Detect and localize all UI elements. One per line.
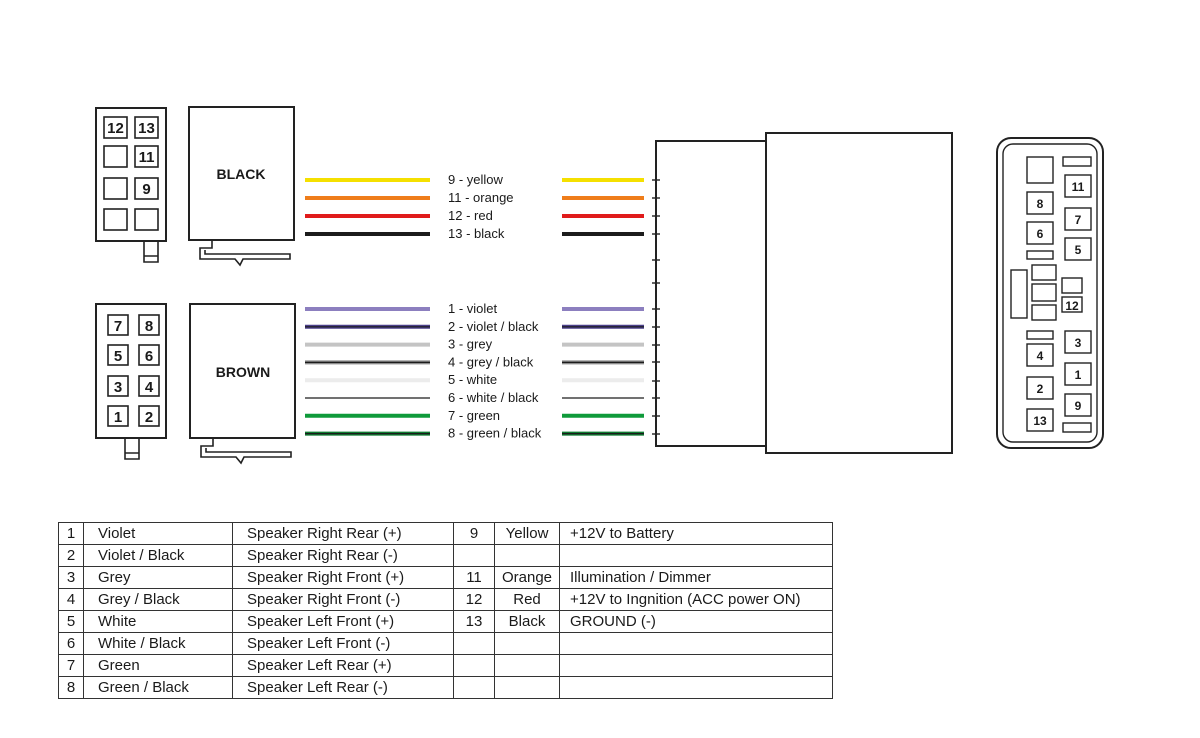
table-row [59,545,833,567]
brown-wire-5 [305,372,644,387]
table-cell-function: Speaker Right Rear (-) [233,545,454,567]
hu-pin-6: 6 [1036,227,1044,241]
table-cell-function-2 [560,633,833,655]
table-cell-pin-2: 12 [454,589,495,611]
hu-pin-4: 4 [1036,349,1044,363]
table-cell-function-2 [560,655,833,677]
hu-pin-11: 11 [1071,180,1085,194]
brown-pin-6: 6 [144,348,154,365]
brown-wire-label-2: 2 - violet / black [448,318,539,334]
table-cell-pin: 5 [59,611,84,633]
brown-wire-1 [305,301,644,316]
hu-pin-12: 12 [1065,299,1079,313]
table-cell-function-2: Illumination / Dimmer [560,567,833,589]
hu-pin-7: 7 [1074,213,1082,227]
brown-wire-label-8: 8 - green / black [448,425,542,441]
table-cell-function: Speaker Right Front (-) [233,589,454,611]
black-connector-label: BLACK [216,166,266,182]
head-unit-connector [997,138,1103,448]
table-cell-color: White / Black [84,633,233,655]
black-wire-3 [305,208,644,223]
brown-wire-label-3: 3 - grey [448,336,493,352]
black-pin-13: 13 [138,120,155,137]
black-pin-9: 9 [142,181,151,198]
table-row [59,655,833,677]
table-cell-color-2: Yellow [495,523,560,545]
table-cell-color: Green / Black [84,677,233,699]
table-cell-color-2 [495,677,560,699]
black-wire-label-3: 12 - red [448,208,493,223]
hu-pin-3: 3 [1074,336,1082,350]
table-cell-function: Speaker Right Rear (+) [233,523,454,545]
table-cell-color: Green [84,655,233,677]
brown-pin-2: 2 [144,409,154,426]
table-cell-color: Grey [84,567,233,589]
table-cell-function: Speaker Right Front (+) [233,567,454,589]
brown-wire-label-4: 4 - grey / black [448,354,534,370]
table-row [59,589,833,611]
table-cell-pin: 4 [59,589,84,611]
brown-wire-label-1: 1 - violet [448,301,498,316]
table-cell-pin-2: 13 [454,611,495,633]
brown-wire-3 [305,337,644,352]
table-cell-pin-2: 11 [454,567,495,589]
brown-connector-face [96,304,166,459]
table-cell-function-2 [560,677,833,699]
black-wire-label-1: 9 - yellow [448,172,503,187]
table-cell-function: Speaker Left Rear (+) [233,655,454,677]
table-cell-color-2 [495,633,560,655]
table-cell-function: Speaker Left Rear (-) [233,677,454,699]
black-wire-1 [305,172,644,187]
table-row [59,633,833,655]
brown-wire-label-7: 7 - green [448,407,501,423]
brown-wire-label-5: 5 - white [448,372,498,388]
black-connector-side [189,107,294,265]
table-cell-color-2: Red [495,589,560,611]
black-wire-2 [305,190,644,205]
table-cell-function-2: +12V to Ingnition (ACC power ON) [560,589,833,611]
hu-pin-13: 13 [1033,414,1047,428]
table-cell-color: Grey / Black [84,589,233,611]
table-cell-color-2: Black [495,611,560,633]
table-row [59,567,833,589]
black-pin-11: 11 [138,149,155,166]
table-cell-pin-2: 9 [454,523,495,545]
table-cell-pin: 2 [59,545,84,567]
black-pin-12: 12 [107,120,124,137]
black-wire-label-2: 11 - orange [448,190,514,205]
black-wire-4 [305,226,644,241]
brown-pin-1: 1 [113,409,123,426]
brown-pin-5: 5 [113,348,123,365]
brown-wire-4 [305,354,644,369]
table-cell-pin-2 [454,655,495,677]
table-cell-pin: 7 [59,655,84,677]
brown-wire-2 [305,319,644,334]
table-cell-color: Violet [84,523,233,545]
iso-plug [652,133,952,453]
pinout-table [58,522,833,699]
table-cell-color-2 [495,545,560,567]
table-cell-pin-2 [454,545,495,567]
table-cell-color-2: Orange [495,567,560,589]
table-cell-function: Speaker Left Front (+) [233,611,454,633]
brown-pin-3: 3 [113,379,123,396]
hu-pin-8: 8 [1036,197,1044,211]
brown-pin-7: 7 [113,318,123,335]
brown-wire-8 [305,426,644,441]
table-cell-color: White [84,611,233,633]
table-cell-pin: 1 [59,523,84,545]
table-cell-pin-2 [454,677,495,699]
table-cell-function: Speaker Left Front (-) [233,633,454,655]
table-cell-function-2: +12V to Battery [560,523,833,545]
brown-connector-label: BROWN [215,364,271,380]
table-cell-function-2: GROUND (-) [560,611,833,633]
brown-wire-6 [305,390,644,405]
brown-pin-8: 8 [144,318,154,335]
table-cell-pin: 8 [59,677,84,699]
brown-pin-4: 4 [144,379,154,396]
black-wire-label-4: 13 - black [448,226,505,241]
table-cell-pin-2 [454,633,495,655]
table-row [59,677,833,699]
hu-pin-1: 1 [1074,368,1082,382]
brown-wire-bundle [305,301,644,441]
hu-pin-9: 9 [1074,399,1082,413]
table-cell-color-2 [495,655,560,677]
table-cell-pin: 3 [59,567,84,589]
brown-wire-label-6: 6 - white / black [448,390,539,405]
table-cell-color: Violet / Black [84,545,233,567]
brown-wire-7 [305,408,644,423]
table-row [59,523,833,545]
hu-pin-2: 2 [1036,382,1044,396]
table-cell-pin: 6 [59,633,84,655]
black-connector-face [96,108,166,262]
black-wire-bundle [305,172,644,241]
brown-connector-side [190,304,295,463]
table-row [59,611,833,633]
table-cell-function-2 [560,545,833,567]
hu-pin-5: 5 [1074,243,1082,257]
